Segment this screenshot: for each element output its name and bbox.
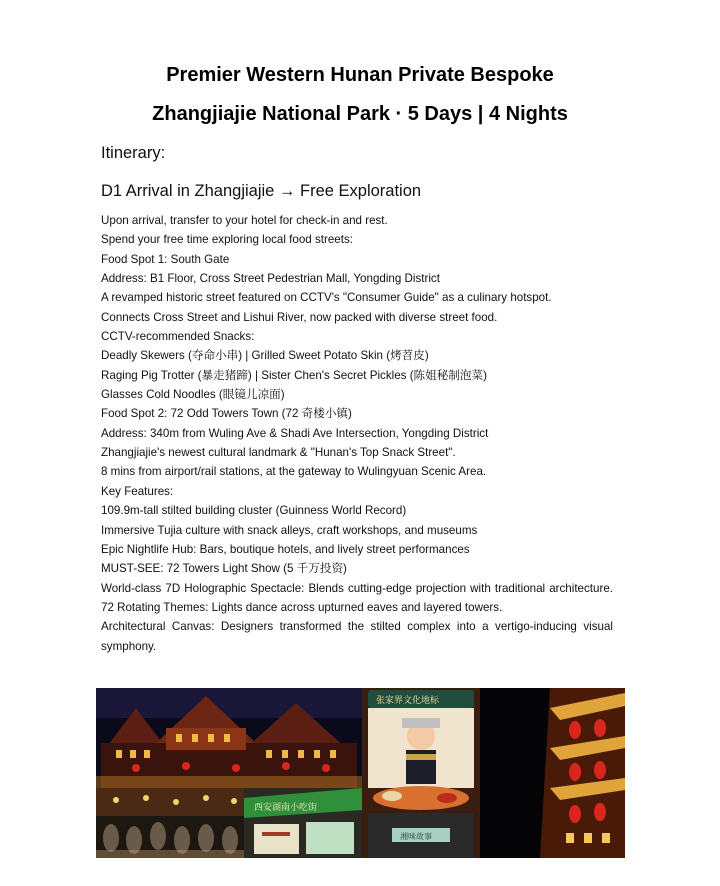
body-line: Address: 340m from Wuling Ave & Shadi Ave Intersection, Yongding District (101, 426, 489, 440)
photo-collage (96, 688, 625, 858)
day1-body (101, 211, 613, 656)
body-line: Spend your free time exploring local food streets: (101, 233, 353, 247)
photo-green-sign (244, 788, 362, 858)
body-line: A revamped historic street featured on CCTV's "Consumer Guide" as a culinary hotspot. (101, 291, 552, 305)
photo-lantern-eaves (480, 688, 625, 858)
body-line: Upon arrival, transfer to your hotel for check-in and rest. (101, 214, 388, 227)
body-line: MUST-SEE: 72 Towers Light Show (5 千万投资) (101, 562, 347, 576)
page-title-line2: Zhangjiajie National Park · 5 Days | 4 Nights (152, 103, 568, 125)
body-line: Key Features: (101, 484, 174, 498)
body-line: Food Spot 1: South Gate (101, 252, 230, 266)
photo-street-crowd (96, 788, 244, 858)
body-line: Immersive Tujia culture with snack alleys, craft workshops, and museums (101, 523, 478, 537)
body-line: Food Spot 2: 72 Odd Towers Town (72 奇楼小镇) (101, 407, 352, 421)
body-line: Address: B1 Floor, Cross Street Pedestrian Mall, Yongding District (101, 272, 440, 286)
body-line: Deadly Skewers (夺命小串) | Grilled Sweet Potato Skin (烤苕皮) (101, 349, 429, 363)
body-line: 72 Rotating Themes: Lights dance across upturned eaves and layered towers. (101, 600, 503, 614)
green-sign-text: 西安湖南小吃街 (254, 803, 318, 813)
body-line: 8 mins from airport/rail stations, at the gateway to Wulingyuan Scenic Area. (101, 465, 487, 479)
body-line: Raging Pig Trotter (暴走猪蹄) | Sister Chen's Secret Pickles (陈姐秘制泡菜) (101, 368, 487, 382)
body-line: Zhangjiajie's newest cultural landmark & "Hunan's Top Snack Street". (101, 446, 456, 460)
body-line: 109.9m-tall stilted building cluster (Guinness World Record) (101, 504, 407, 518)
body-line: CCTV-recommended Snacks: (101, 330, 255, 344)
photo-night-towers (96, 688, 362, 788)
day1-heading: D1 Arrival in Zhangjiajie → Free Exploration (101, 182, 422, 200)
body-line: Epic Nightlife Hub: Bars, boutique hotels, and lively street performances (101, 542, 470, 556)
bottom-sign-text: 湘味故事 (400, 832, 432, 841)
body-line: Connects Cross Street and Lishui River, now packed with diverse street food. (101, 310, 498, 324)
top-sign-text: 张家界文化地标 (376, 696, 440, 706)
photo-performer-food (362, 688, 480, 858)
itinerary-heading: Itinerary: (101, 144, 166, 162)
body-line: World-class 7D Holographic Spectacle: Blends cutting-edge projection with traditional architecture. (101, 581, 613, 595)
body-line: Architectural Canvas: Designers transformed the stilted complex into a vertigo-inducing visual symphony. (101, 620, 613, 653)
page-title-line1: Premier Western Hunan Private Bespoke (166, 64, 554, 86)
body-line: Glasses Cold Noodles (眼镜儿凉面) (101, 388, 285, 402)
